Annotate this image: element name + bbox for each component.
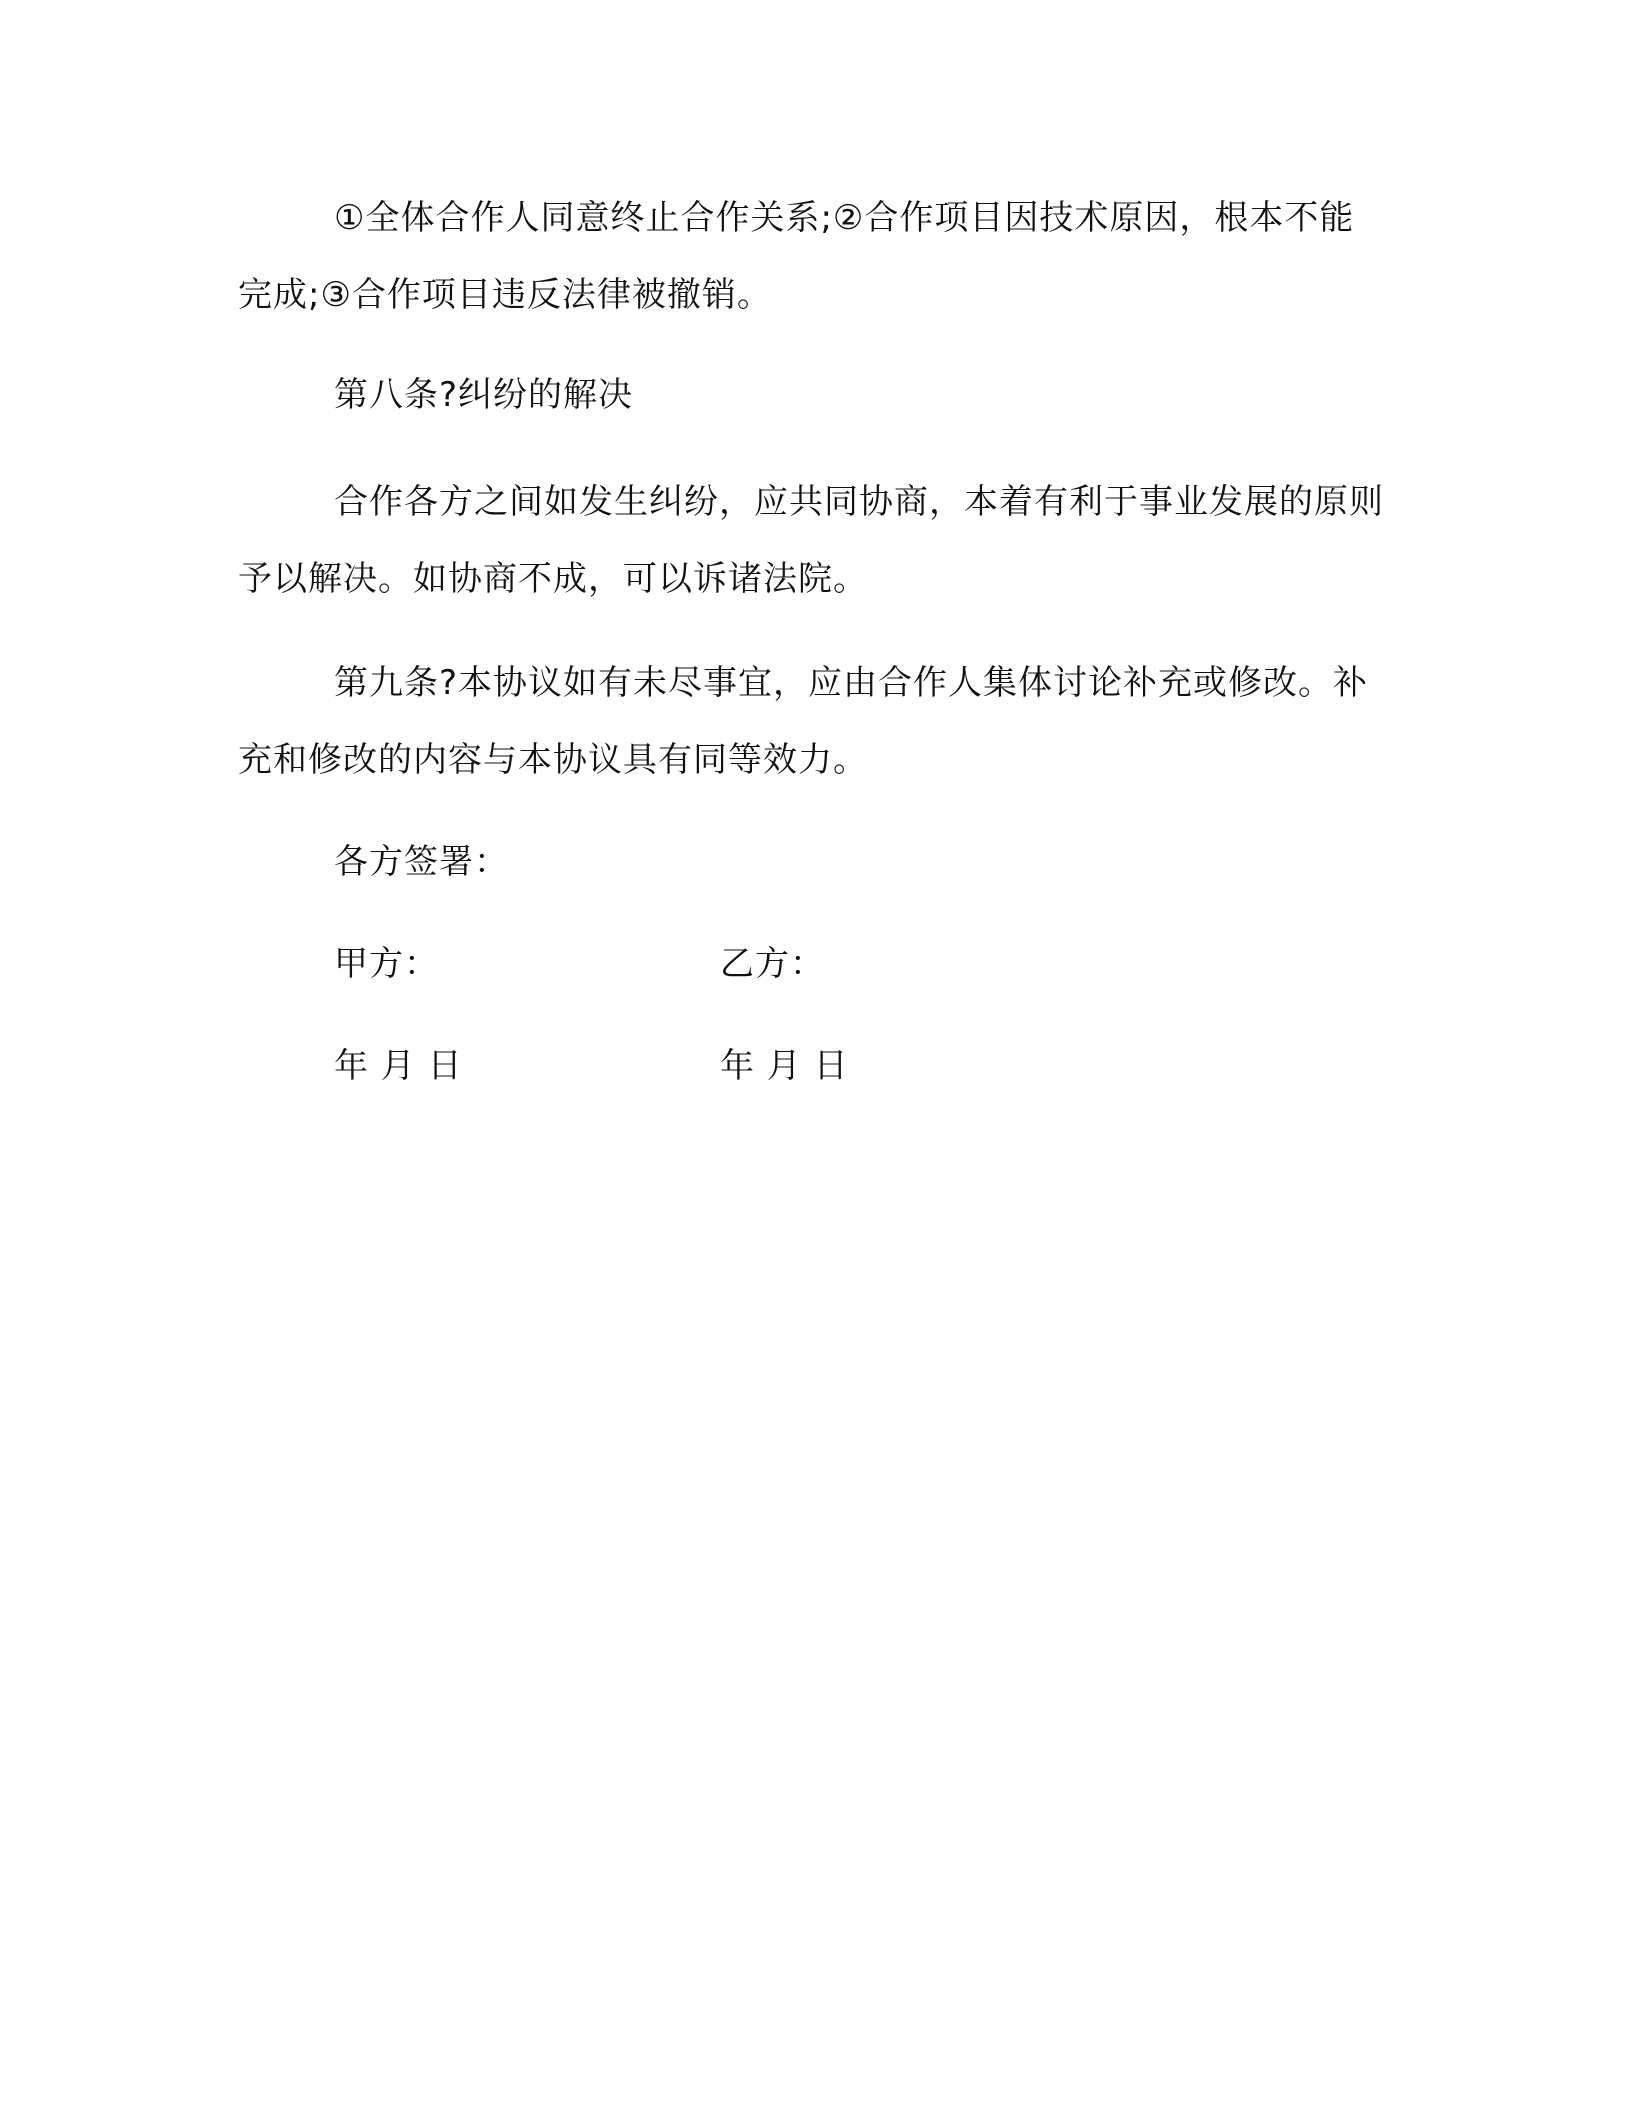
article9-paragraph	[238, 645, 1384, 799]
termination-text: ①全体合作人同意终止合作关系;②合作项目因技术原因，根本不能完成;③合作项目违反法律被撤销。	[238, 198, 1355, 315]
signing-label: 各方签署：	[334, 842, 509, 882]
article8-text: 合作各方之间如发生纠纷，应共同协商，本着有利于事业发展的原则予以解决。如协商不成，可以诉诸法院。	[238, 482, 1384, 599]
party-a-date: 年 月 日	[334, 1046, 463, 1086]
party-b-label: 乙方：	[720, 944, 825, 984]
article9-text: 第九条?本协议如有未尽事宜，应由合作人集体讨论补充或修改。补充和修改的内容与本协议具有同等效力。	[238, 663, 1369, 780]
party-b-date: 年 月 日	[720, 1046, 849, 1086]
article8-paragraph	[238, 464, 1384, 618]
termination-paragraph	[238, 180, 1384, 334]
article8-heading: 第八条?纠纷的解决	[334, 375, 634, 415]
party-a-label: 甲方：	[334, 944, 439, 984]
